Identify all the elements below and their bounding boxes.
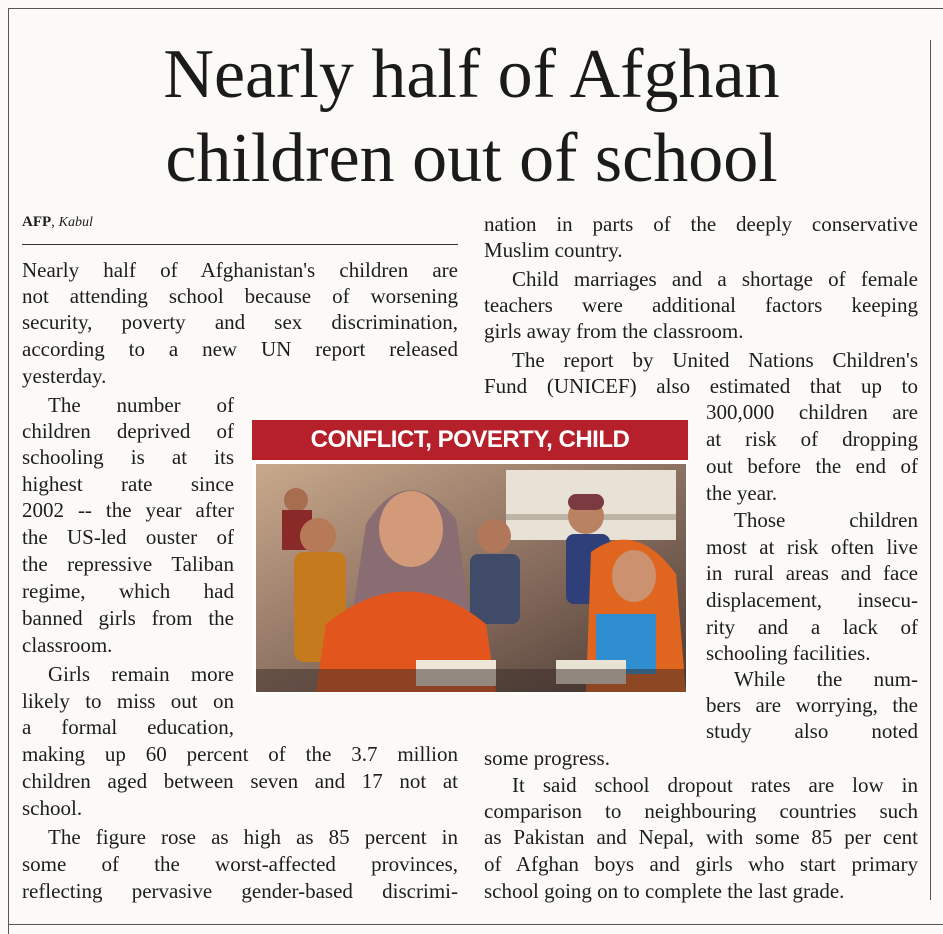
body-line: Muslim country. <box>484 238 623 262</box>
headline-line-2: children out of school <box>165 120 778 197</box>
body-line: likely to miss out on <box>22 689 234 713</box>
body-line: regime, which had <box>22 579 234 603</box>
body-line: highest rate since <box>22 472 234 496</box>
body-line: most at risk often live <box>706 535 918 559</box>
body-line: the repressive Taliban <box>22 552 234 576</box>
headline-line-1: Nearly half of Afghan <box>163 36 780 113</box>
body-line: reflecting pervasive gender-based discrimi- <box>22 879 458 903</box>
body-line: of Afghan boys and girls who start primary <box>484 852 918 876</box>
body-line: schooling facilities. <box>706 641 871 665</box>
right-girl-face <box>612 550 656 602</box>
body-line: in rural areas and face <box>706 561 918 585</box>
child-head <box>284 488 308 512</box>
body-line: rity and a lack of <box>706 615 918 639</box>
byline-location: Kabul <box>58 215 93 230</box>
body-line: at risk of dropping <box>706 427 918 451</box>
body-line: the year. <box>706 481 778 505</box>
body-line: school going on to complete the last grade. <box>484 879 845 903</box>
body-line: bers are worrying, the <box>706 693 918 717</box>
body-line: Those children <box>734 508 918 532</box>
child-hat <box>568 494 604 510</box>
floor-shadow <box>256 669 686 692</box>
classroom-photo <box>256 464 686 692</box>
body-line: Nearly half of Afghanistan's children are <box>22 258 458 282</box>
body-line: out before the end of <box>706 454 918 478</box>
body-line: classroom. <box>22 633 113 657</box>
body-line: The number of <box>48 393 234 417</box>
byline-agency: AFP <box>22 214 52 230</box>
body-line: Fund (UNICEF) also estimated that up to <box>484 374 918 398</box>
body-line: as Pakistan and Nepal, with some 85 per cent <box>484 825 918 849</box>
child-body <box>470 554 520 624</box>
body-line: teachers were additional factors keeping <box>484 293 918 317</box>
body-line: school. <box>22 796 83 820</box>
body-line: banned girls from the <box>22 606 234 630</box>
body-line: Child marriages and a shortage of female <box>512 267 918 291</box>
body-line: The figure rose as high as 85 percent in <box>48 825 458 849</box>
body-line: security, poverty and sex discrimination, <box>22 310 458 334</box>
body-line: 300,000 children are <box>706 400 918 424</box>
byline-rule <box>22 244 458 245</box>
body-line: Girls remain more <box>48 662 234 686</box>
body-line: yesterday. <box>22 364 107 388</box>
body-line: girls away from the classroom. <box>484 319 744 343</box>
body-line: children deprived of <box>22 419 234 443</box>
body-line: some of the worst-affected provinces, <box>22 852 458 876</box>
body-line: comparison to neighbouring countries such <box>484 799 918 823</box>
body-line: displacement, insecu- <box>706 588 918 612</box>
body-line: 2002 -- the year after <box>22 498 234 522</box>
body-line: schooling is at its <box>22 445 234 469</box>
body-line: a formal education, <box>22 715 234 739</box>
photo-caption-bar: CONFLICT, POVERTY, CHILD <box>252 420 688 460</box>
body-line: study also noted <box>706 719 918 743</box>
top-border-rule <box>8 8 943 9</box>
child-head <box>477 519 511 553</box>
body-line: according to a new UN report released <box>22 337 458 361</box>
body-line: The report by United Nations Children's <box>512 348 918 372</box>
child-head <box>300 518 336 554</box>
bottom-border-rule <box>8 924 943 925</box>
girl-face <box>379 491 443 567</box>
body-line: nation in parts of the deeply conservative <box>484 212 918 236</box>
body-line: While the num- <box>734 667 918 691</box>
byline: AFP, Kabul <box>22 214 93 230</box>
body-line: children aged between seven and 17 not at <box>22 769 458 793</box>
body-line: some progress. <box>484 746 610 770</box>
body-line: It said school dropout rates are low in <box>512 773 918 797</box>
body-line: not attending school because of worsening <box>22 284 458 308</box>
body-line: making up 60 percent of the 3.7 million <box>22 742 458 766</box>
body-line: the US-led ouster of <box>22 525 234 549</box>
